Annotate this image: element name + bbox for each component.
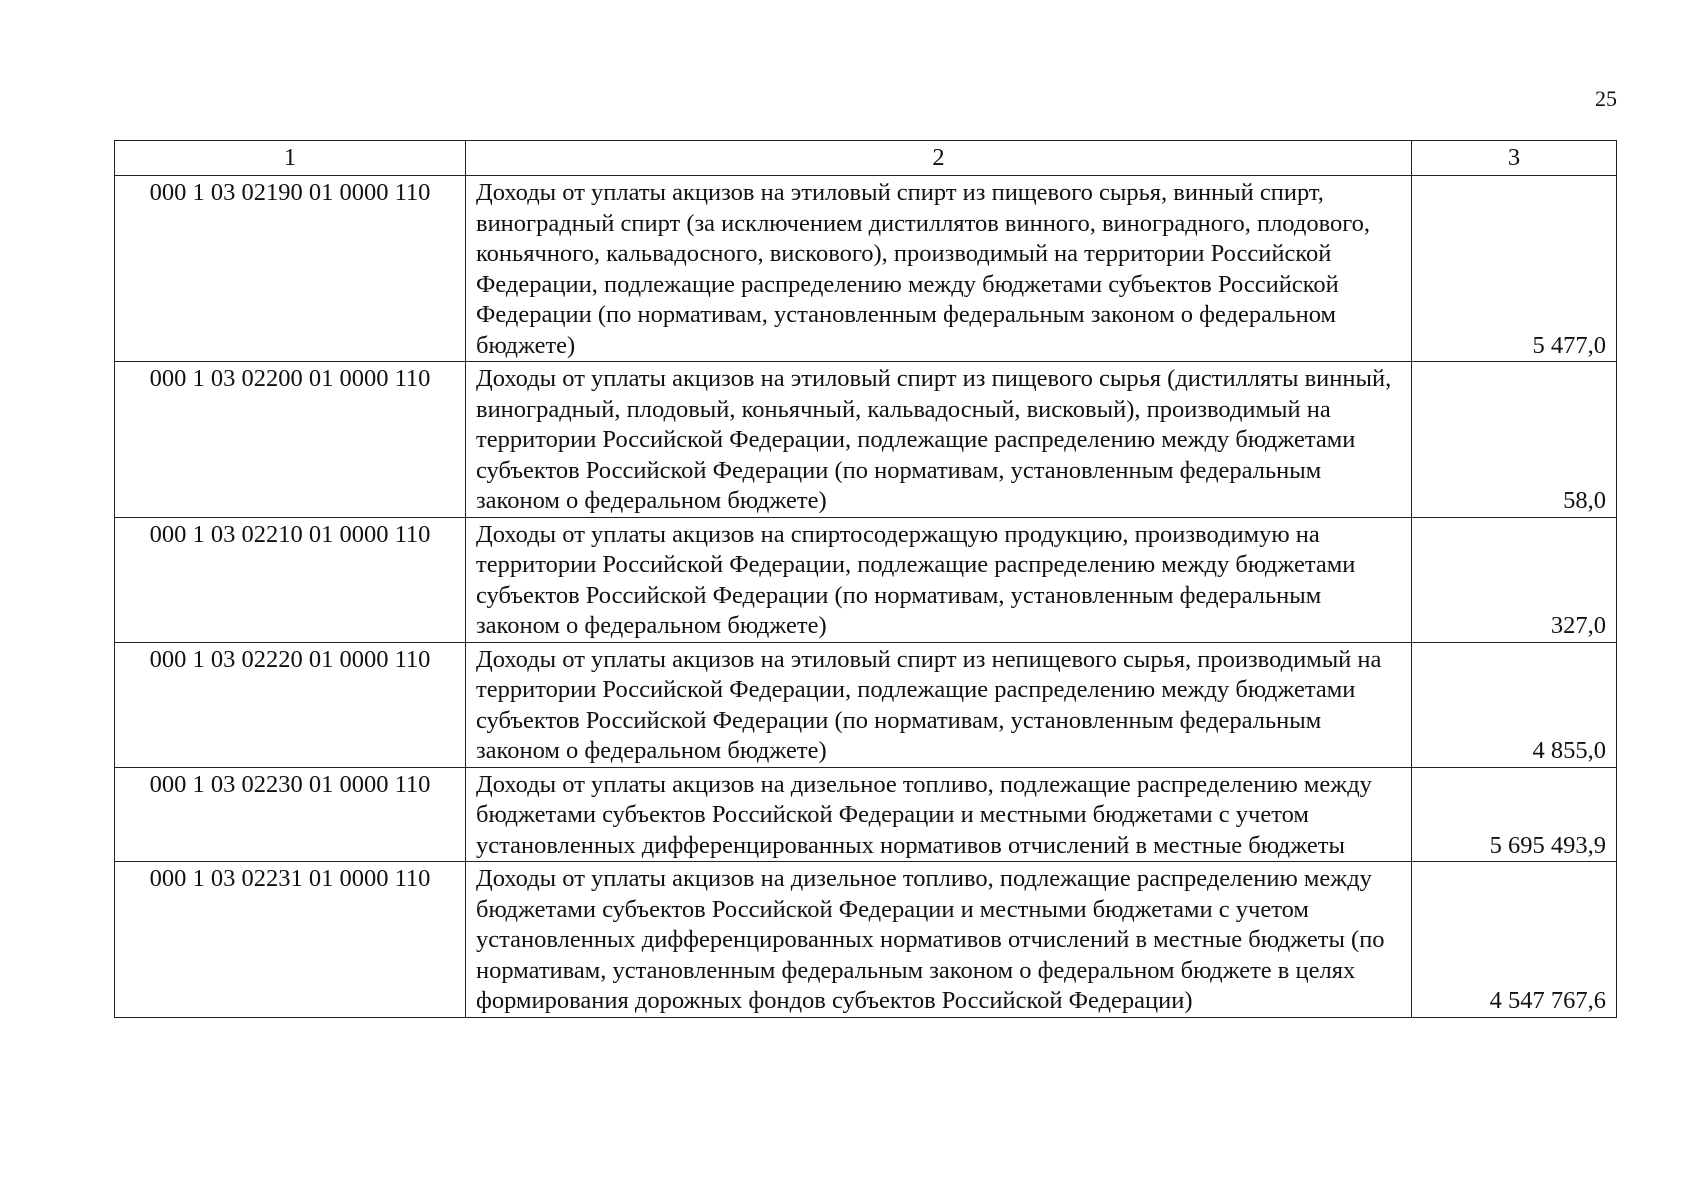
budget-code-cell: 000 1 03 02210 01 0000 110 [115,517,466,642]
table-row [115,642,1617,767]
budget-code-cell: 000 1 03 02200 01 0000 110 [115,362,466,518]
table-row [115,767,1617,862]
description-cell: Доходы от уплаты акцизов на этиловый спирт из непищевого сырья, производимый на территории Российской Федерации, подлежащие распределению между бюджетами субъектов Российской Федерации (по нормативам, установленным федеральным законом о федеральном бюджете) [466,642,1412,767]
budget-code-cell: 000 1 03 02231 01 0000 110 [115,862,466,1018]
description-cell: Доходы от уплаты акцизов на дизельное топливо, подлежащие распределению между бюджетами субъектов Российской Федерации и местными бюджетами с учетом установленных дифференцированных нормативов отчислений в местные бюджеты (по нормативам, установленным федеральным законом о федеральном бюджете в целях формирования дорожных фондов субъектов Российской Федерации) [466,862,1412,1018]
description-cell: Доходы от уплаты акцизов на этиловый спирт из пищевого сырья (дистилляты винный, виноградный, плодовый, коньячный, кальвадосный, висковый), производимый на территории Российской Федерации, подлежащие распределению между бюджетами субъектов Российской Федерации (по нормативам, установленным федеральным законом о федеральном бюджете) [466,362,1412,518]
column-header-amount: 3 [1412,141,1617,176]
table-row [115,362,1617,518]
revenue-table [114,140,1617,1018]
table-row [115,862,1617,1018]
amount-cell: 4 547 767,6 [1412,862,1617,1018]
page-number: 25 [1595,86,1617,111]
description-cell: Доходы от уплаты акцизов на этиловый спирт из пищевого сырья, винный спирт, виноградный спирт (за исключением дистиллятов винного, виноградного, плодового, коньячного, кальвадосного, вискового), производимый на территории Российской Федерации, подлежащие распределению между бюджетами субъектов Российской Федерации (по нормативам, установленным федеральным законом о федеральном бюджете) [466,176,1412,362]
table-header-row [115,141,1617,176]
amount-cell: 58,0 [1412,362,1617,518]
budget-code-cell: 000 1 03 02190 01 0000 110 [115,176,466,362]
description-cell: Доходы от уплаты акцизов на спиртосодержащую продукцию, производимую на территории Российской Федерации, подлежащие распределению между бюджетами субъектов Российской Федерации (по нормативам, установленным федеральным законом о федеральном бюджете) [466,517,1412,642]
amount-cell: 327,0 [1412,517,1617,642]
table-row [115,176,1617,362]
budget-code-cell: 000 1 03 02220 01 0000 110 [115,642,466,767]
amount-cell: 5 695 493,9 [1412,767,1617,862]
column-header-code: 1 [115,141,466,176]
amount-cell: 4 855,0 [1412,642,1617,767]
description-cell: Доходы от уплаты акцизов на дизельное топливо, подлежащие распределению между бюджетами субъектов Российской Федерации и местными бюджетами с учетом установленных дифференцированных нормативов отчислений в местные бюджеты [466,767,1412,862]
amount-cell: 5 477,0 [1412,176,1617,362]
column-header-description: 2 [466,141,1412,176]
budget-code-cell: 000 1 03 02230 01 0000 110 [115,767,466,862]
table-row [115,517,1617,642]
